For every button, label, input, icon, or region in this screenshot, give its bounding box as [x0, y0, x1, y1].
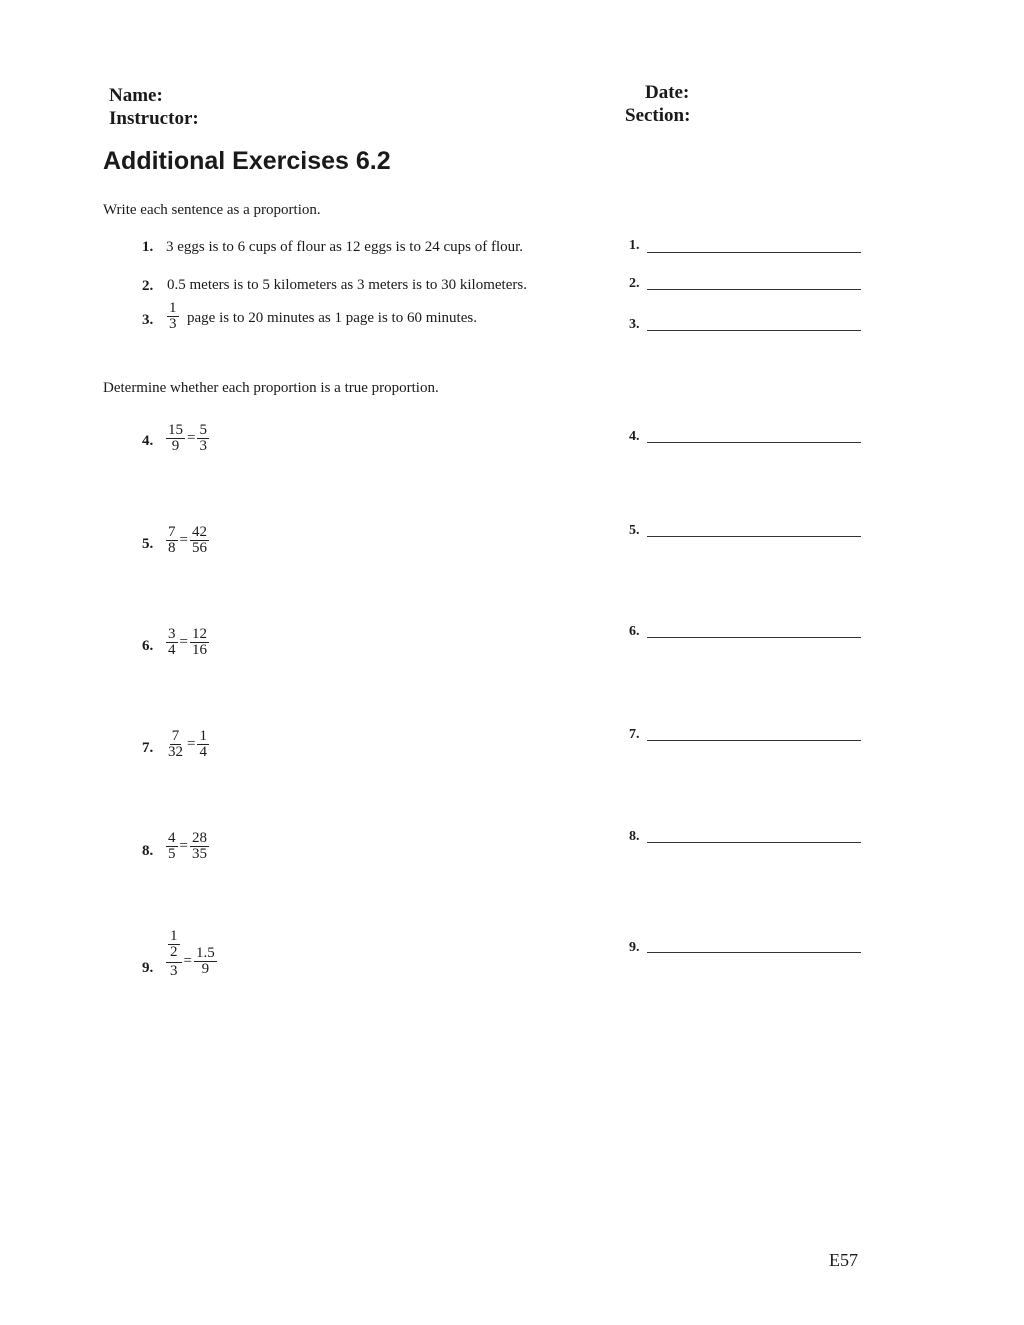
fraction-denominator: 3: [199, 438, 207, 454]
equals-sign: =: [187, 736, 196, 752]
section1-instruction: Write each sentence as a proportion.: [103, 202, 321, 218]
question-number: 7.: [142, 740, 154, 756]
proportion: [166, 929, 217, 979]
question-text: 0.5 meters is to 5 kilometers as 3 meters is to 30 kilometers.: [167, 277, 527, 293]
fraction-denominator: 3: [169, 316, 177, 332]
fraction-numerator: 15: [168, 422, 183, 438]
answer-number: 4.: [629, 429, 640, 444]
fraction-numerator: 1.5: [195, 944, 215, 961]
fraction-numerator: 7: [168, 524, 176, 540]
answer-line[interactable]: [647, 330, 861, 331]
answer-number: 1.: [629, 238, 640, 253]
fraction-denominator: 4: [199, 744, 207, 760]
question-text: 3 eggs is to 6 cups of flour as 12 eggs is to 24 cups of flour.: [166, 239, 524, 255]
fraction-numerator: 7: [171, 728, 180, 744]
answer-line[interactable]: [647, 637, 861, 638]
fraction-numerator: 4: [168, 830, 176, 846]
answer-line[interactable]: [647, 740, 861, 741]
page-title: Additional Exercises 6.2: [103, 147, 391, 175]
question-number: 5.: [142, 536, 154, 552]
instructor-label: Instructor:: [109, 108, 199, 129]
fraction-denominator: 9: [201, 960, 210, 977]
answer-line[interactable]: [647, 842, 861, 843]
fraction-numerator: 42: [191, 524, 207, 540]
proportion: [166, 729, 209, 760]
fraction-denominator: 35: [191, 846, 207, 862]
answer-line[interactable]: [647, 289, 861, 290]
fraction: [167, 301, 179, 332]
question-number: 4.: [142, 433, 154, 449]
answer-line[interactable]: [647, 536, 861, 537]
question-number: 1.: [142, 239, 154, 255]
answer-number: 2.: [629, 276, 640, 291]
fraction-denominator: 4: [168, 642, 176, 658]
question-number: 3.: [142, 312, 154, 328]
fraction-denominator: 32: [168, 744, 183, 760]
equals-sign: =: [187, 430, 196, 446]
fraction-numerator: 3: [168, 626, 176, 642]
fraction-denominator: 5: [168, 846, 176, 862]
fraction-numerator: 1: [169, 300, 177, 316]
equals-sign: =: [179, 838, 188, 854]
equals-sign: =: [179, 532, 188, 548]
answer-line[interactable]: [647, 952, 861, 953]
fraction-denominator: 3: [170, 963, 178, 979]
proportion: [166, 525, 209, 556]
answer-number: 3.: [629, 317, 640, 332]
question-number: 6.: [142, 638, 154, 654]
equals-sign: =: [179, 634, 188, 650]
fraction-denominator: 16: [191, 642, 207, 658]
fraction-numerator: 1: [199, 728, 207, 744]
name-label: Name:: [109, 85, 163, 106]
fraction-numerator: 28: [191, 830, 207, 846]
proportion: [166, 423, 209, 454]
answer-line[interactable]: [647, 252, 861, 253]
fraction-denominator: 2: [170, 944, 178, 960]
answer-number: 6.: [629, 624, 640, 639]
fraction-denominator: 56: [191, 540, 207, 556]
question-text: page is to 20 minutes as 1 page is to 60 minutes.: [187, 310, 477, 326]
fraction-numerator: 12: [191, 626, 207, 642]
answer-number: 7.: [629, 727, 640, 742]
answer-number: 5.: [629, 523, 640, 538]
section-label: Section:: [625, 105, 691, 126]
answer-number: 9.: [629, 940, 640, 955]
question-number: 2.: [142, 278, 154, 294]
fraction-denominator: 8: [168, 540, 176, 556]
date-label: Date:: [645, 82, 690, 103]
fraction-numerator: 5: [199, 422, 207, 438]
page-number: E57: [829, 1250, 858, 1270]
proportion: [166, 831, 209, 862]
answer-number: 8.: [629, 829, 640, 844]
proportion: [166, 627, 209, 658]
fraction-numerator: 1: [170, 928, 178, 944]
question-number: 9.: [142, 960, 154, 976]
equals-sign: =: [183, 952, 192, 969]
answer-line[interactable]: [647, 442, 861, 443]
fraction-denominator: 9: [171, 438, 180, 454]
question-number: 8.: [142, 843, 154, 859]
section2-instruction: Determine whether each proportion is a true proportion.: [103, 380, 439, 396]
